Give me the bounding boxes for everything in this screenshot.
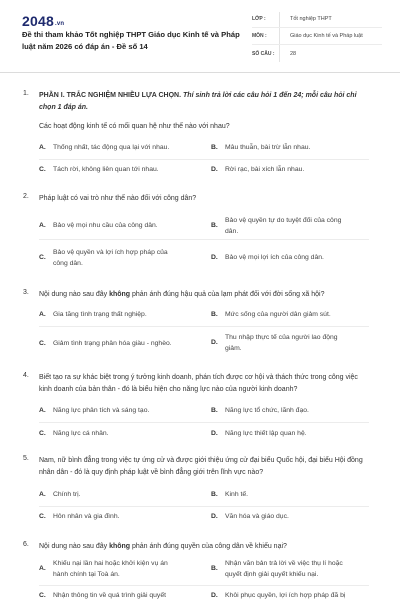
- option-text: Năng lực thiết lập quan hệ.: [225, 430, 307, 437]
- option-letter: D.: [211, 166, 218, 173]
- question-text-pre: Nội dung nào sau đây: [39, 291, 110, 298]
- option-letter: C.: [39, 513, 46, 520]
- meta-key: MÔN :: [252, 33, 267, 39]
- option-text: Kinh tế.: [225, 491, 249, 498]
- question-text-emphasis: không: [109, 543, 131, 550]
- option-divider: [39, 422, 369, 423]
- option-letter: A.: [39, 311, 46, 318]
- section-title: PHẦN I. TRẮC NGHIỆM NHIỀU LỰA CHỌN.: [39, 92, 182, 99]
- option-text: Giảm tình trạng phân hóa giàu - nghèo.: [53, 340, 172, 347]
- meta-value: Giáo dục Kinh tế và Pháp luật: [290, 33, 363, 39]
- option-text: Hôn nhân và gia đình.: [53, 513, 120, 520]
- meta-row-count: [252, 45, 382, 62]
- question-text: Các hoạt động kinh tế có mối quan hệ như thế nào với nhau?: [39, 123, 230, 130]
- option-letter: A.: [39, 407, 46, 414]
- option-letter: A.: [39, 565, 46, 572]
- meta-row-class: [252, 11, 382, 28]
- option-letter: C.: [39, 166, 46, 173]
- option-text: Năng lực phân tích và sáng tạo.: [53, 407, 150, 414]
- question-text: Biết tạo ra sự khác biệt trong ý tưởng kinh doanh, phán tích được cơ hội và thách thức trong công việc kinh doanh của bản thân - đó là biểu hiện cho năng lực nào của người kinh doanh?: [39, 374, 358, 393]
- option-letter: A.: [39, 144, 46, 151]
- meta-panel: [252, 11, 382, 62]
- section-heading: [39, 90, 369, 113]
- option-divider: [39, 506, 369, 507]
- option-letter: D.: [211, 430, 218, 437]
- option-letter: A.: [39, 491, 46, 498]
- option-letter: D.: [211, 592, 218, 599]
- question-text-post: phản ánh đúng quyền của công dân về khiếu nại?: [130, 543, 287, 550]
- logo-main: 2048: [22, 13, 54, 29]
- option-divider: [39, 239, 369, 240]
- option-letter: B.: [211, 407, 218, 414]
- option-letter: C.: [39, 430, 46, 437]
- meta-value: 28: [290, 50, 297, 57]
- logo-suffix: .vn: [54, 21, 65, 27]
- option-text: Gia tăng tình trạng thất nghiệp.: [53, 311, 147, 318]
- option-text: Năng lực cá nhân.: [53, 430, 109, 437]
- meta-key: LỚP :: [252, 16, 266, 22]
- option-text: Bảo vệ quyền và lợi ích hợp pháp của công dân.: [53, 249, 168, 267]
- section-instruction: Thí sinh trả lời các câu hỏi 1 đến 24; mỗi câu hỏi chỉ chọn 1 đáp án.: [39, 92, 357, 111]
- question-text: [39, 289, 369, 301]
- question-number: 6.: [23, 541, 29, 548]
- option-letter: C.: [39, 592, 46, 599]
- question-text: Pháp luật có vai trò như thế nào đối với công dân?: [39, 195, 197, 202]
- question-number: 2.: [23, 193, 29, 200]
- question-text: Nam, nữ bình đẳng trong việc tự ứng cử và được giới thiệu ứng cử đại biểu Quốc hội, đại biểu Hội đồng nhân dân - đó là quy định pháp luật về bình đẳng giới trên lĩnh vực nào?: [39, 457, 363, 476]
- question-text: [39, 541, 369, 553]
- option-text: Rời rạc, bài xích lẫn nhau.: [225, 166, 305, 173]
- question-number: 1.: [23, 90, 29, 97]
- option-letter: B.: [211, 311, 218, 318]
- question-number: 3.: [23, 289, 29, 296]
- option-text: Văn hóa và giáo dục.: [225, 513, 289, 520]
- meta-value: Tốt nghiệp THPT: [290, 16, 332, 22]
- question-number: 5.: [23, 455, 29, 462]
- meta-row-subject: [252, 28, 382, 45]
- option-letter: D.: [211, 513, 218, 520]
- question-text-post: phản ánh đúng hậu quả của lạm phát đối với đời sống xã hội?: [130, 291, 325, 298]
- question-text-pre: Nội dung nào sau đây: [39, 543, 110, 550]
- option-text: Chính trị.: [53, 491, 81, 498]
- document-title: Đề thi tham khảo Tốt nghiệp THPT Giáo dục Kinh tế và Pháp luật năm 2026 có đáp án - Đề số 14: [22, 30, 240, 51]
- option-text: Nhận thông tin về quá trình giải quyết: [53, 592, 166, 599]
- option-text: Mâu thuẫn, bài trừ lẫn nhau.: [225, 144, 311, 151]
- option-text: Bảo vệ mọi lợi ích của công dân.: [225, 254, 324, 261]
- option-text: Khiếu nại lần hai hoặc khởi kiện vụ án hành chính tại Toà án.: [53, 560, 168, 578]
- meta-key: SỐ CÂU :: [252, 50, 275, 57]
- option-text: Mức sống của người dân giảm sút.: [225, 311, 331, 318]
- option-divider: [39, 159, 369, 160]
- option-letter: D.: [211, 254, 218, 261]
- option-text: Bảo vệ mọi nhu cầu của công dân.: [53, 222, 158, 229]
- option-text: Thống nhất, tác động qua lại với nhau.: [53, 144, 170, 151]
- option-divider: [39, 585, 369, 586]
- question-text-emphasis: không: [109, 291, 131, 298]
- site-logo[interactable]: [22, 13, 64, 29]
- option-letter: B.: [211, 491, 218, 498]
- option-letter: D.: [211, 339, 218, 346]
- option-text: Thu nhập thực tế của người lao động giảm.: [225, 334, 338, 352]
- header-rule: [0, 72, 400, 73]
- option-text: Năng lực tổ chức, lãnh đạo.: [225, 407, 309, 414]
- option-text: Tách rời, không liên quan tới nhau.: [53, 166, 159, 173]
- option-letter: B.: [211, 222, 218, 229]
- document-header: [0, 0, 400, 72]
- option-text: Nhận văn bản trả lời về việc thụ lí hoặc quyết định giải quyết khiếu nại.: [225, 560, 343, 578]
- option-text: Khôi phục quyền, lợi ích hợp pháp đã bị: [225, 592, 346, 599]
- option-letter: A.: [39, 222, 46, 229]
- option-text: Bảo vệ quyền tự do tuyệt đối của công dân.: [225, 217, 342, 235]
- option-letter: C.: [39, 340, 46, 347]
- option-letter: C.: [39, 254, 46, 261]
- question-number: 4.: [23, 372, 29, 379]
- option-letter: B.: [211, 144, 218, 151]
- option-divider: [39, 326, 369, 327]
- option-letter: B.: [211, 565, 218, 572]
